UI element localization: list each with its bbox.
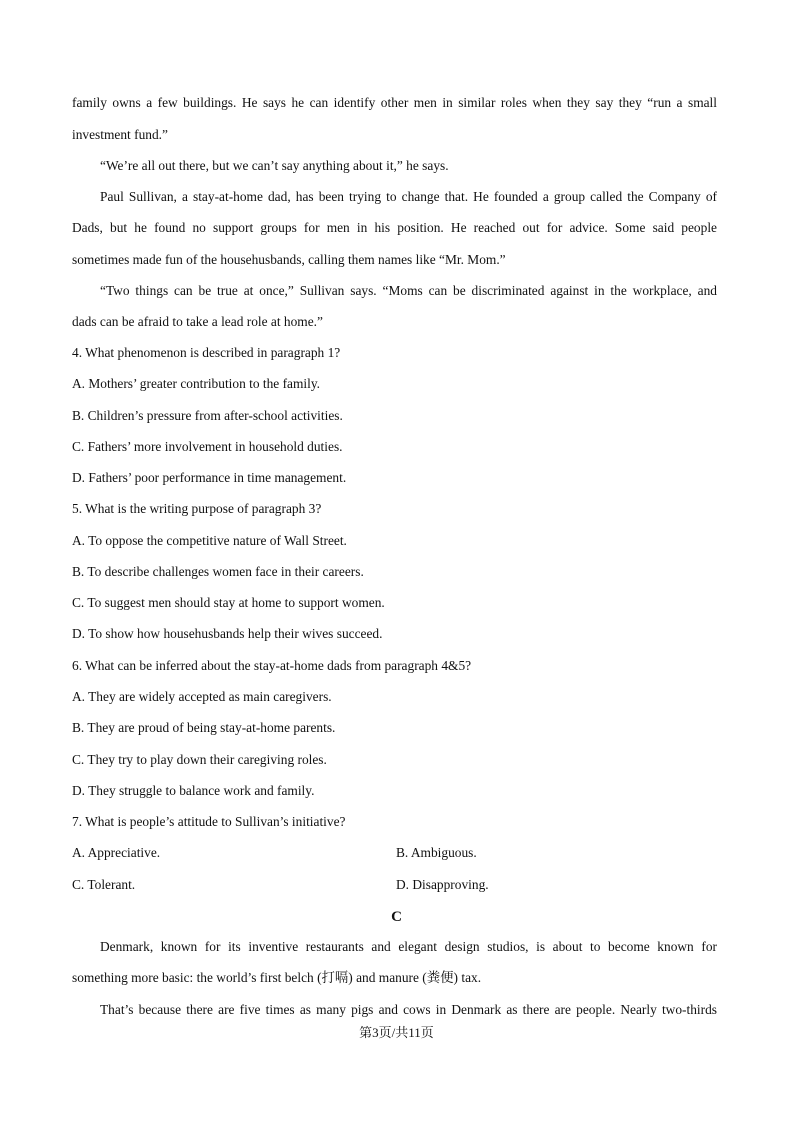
question-option: D. They struggle to balance work and family. [72,783,315,798]
passage-line: “We’re all out there, but we can’t say anything about it,” he says. [100,158,449,173]
question-option-row [72,844,717,862]
passage-line: Dads, but he found no support groups for men in his position. He reached out for advice. Some said people [72,220,717,235]
question-stem: 6. What can be inferred about the stay-at-home dads from paragraph 4&5? [72,658,472,673]
question-option: D. Disapproving. [396,877,489,892]
question-option: C. Tolerant. [72,877,136,892]
passage-line: dads can be afraid to take a lead role at home.” [72,314,323,329]
page-number: 第3页/共11页 [359,1025,434,1040]
question-option: D. To show how househusbands help their wives succeed. [72,626,383,641]
question-option: B. Ambiguous. [396,845,477,860]
passage-line: family owns a few buildings. He says he can identify other men in similar roles when they say they “run a small [72,95,717,110]
question-stem: 5. What is the writing purpose of paragraph 3? [72,501,322,516]
passage-line: That’s because there are five times as many pigs and cows in Denmark as there are people. Nearly two-thirds [100,1002,717,1017]
question-stem: 7. What is people’s attitude to Sullivan’s initiative? [72,814,346,829]
question-option: D. Fathers’ poor performance in time management. [72,470,347,485]
question-option: A. They are widely accepted as main caregivers. [72,689,332,704]
passage-line: Denmark, known for its inventive restaurants and elegant design studios, is about to become known for [100,939,717,954]
question-option-row [72,876,717,894]
passage-line: something more basic: the world’s first belch (打嗝) and manure (粪便) tax. [72,970,482,985]
question-option: B. Children’s pressure from after-school activities. [72,408,343,423]
question-stem: 4. What phenomenon is described in paragraph 1? [72,345,341,360]
question-option: A. Appreciative. [72,845,161,860]
passage-line: sometimes made fun of the househusbands, calling them names like “Mr. Mom.” [72,252,506,267]
question-option: B. They are proud of being stay-at-home parents. [72,720,336,735]
passage-line: investment fund.” [72,127,168,142]
question-option: A. Mothers’ greater contribution to the family. [72,376,321,391]
question-option: C. Fathers’ more involvement in household duties. [72,439,343,454]
question-option: C. To suggest men should stay at home to support women. [72,595,385,610]
section-heading: C [391,909,402,925]
passage-line: Paul Sullivan, a stay-at-home dad, has been trying to change that. He founded a group called the Company of [100,189,717,204]
question-option: B. To describe challenges women face in their careers. [72,564,364,579]
passage-line: “Two things can be true at once,” Sullivan says. “Moms can be discriminated against in the workplace, and [100,283,717,298]
question-option: A. To oppose the competitive nature of Wall Street. [72,533,347,548]
question-option: C. They try to play down their caregiving roles. [72,752,327,767]
